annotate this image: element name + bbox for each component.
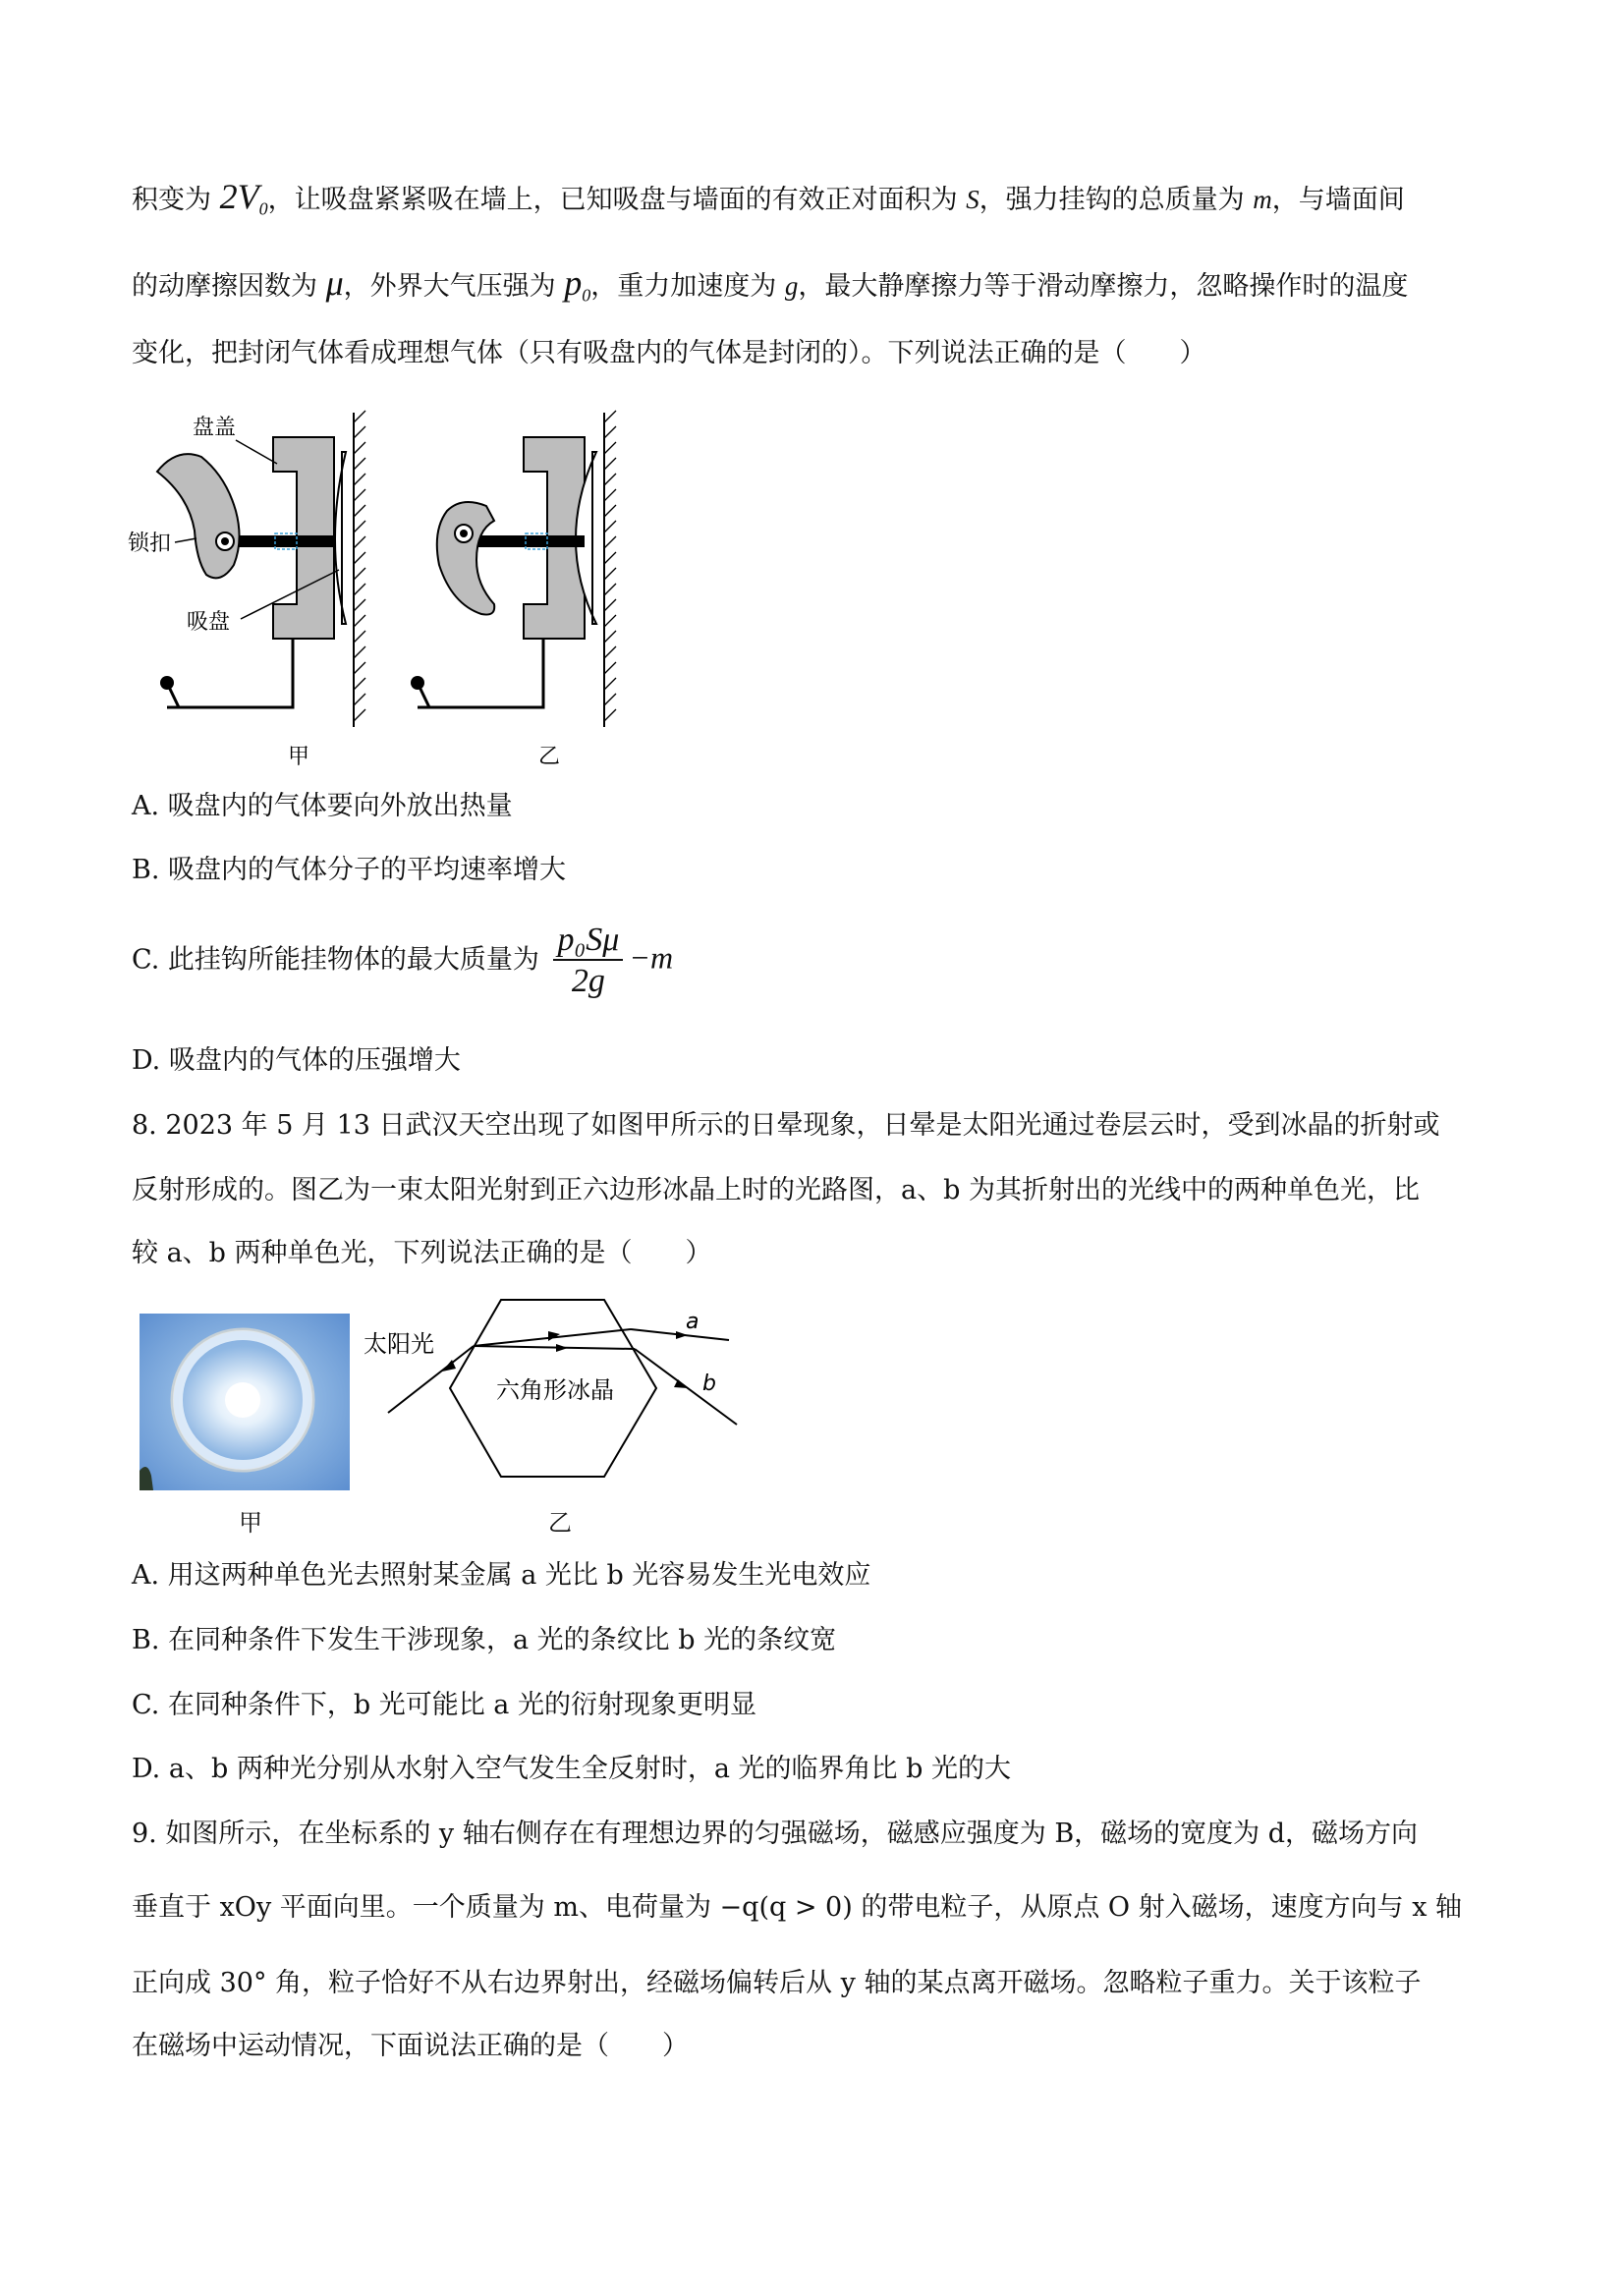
caption-jia-q8: 甲: [239, 1509, 262, 1537]
q7-volume-subscript: 0: [258, 198, 268, 219]
q7-option-c: [132, 924, 673, 998]
q7-option-d: D. 吸盘内的气体的压强增大: [132, 1045, 461, 1076]
q8-stem-line-3: 较 a、b 两种单色光，下列说法正确的是（ ）: [132, 1238, 712, 1268]
caption-yi-q7: 乙: [538, 745, 561, 769]
q9-stem-line-3: 正向成 30° 角，粒子恰好不从右边界射出，经磁场偏转后从 y 轴的某点离开磁场。忽略粒子重力。关于该粒子: [132, 1968, 1422, 1998]
q7-stem-line-2: [132, 265, 1408, 304]
q7-option-b: B. 吸盘内的气体分子的平均速率增大: [132, 855, 567, 885]
q7-option-a: A. 吸盘内的气体要向外放出热量: [132, 791, 513, 821]
q7-option-c-tail: −m: [629, 939, 674, 976]
q7-stem-2b: ，外界大气压强为: [343, 271, 565, 302]
q7-stem-1b: ，让吸盘紧紧吸在墙上，已知吸盘与墙面的有效正对面积为: [267, 185, 967, 215]
q7-stem-line-3: 变化，把封闭气体看成理想气体（只有吸盘内的气体是封闭的）。下列说法正确的是（ ）: [132, 338, 1206, 368]
q7-stem-2a: 的动摩擦因数为: [132, 271, 326, 302]
q7-mass-symbol: m: [1253, 185, 1272, 214]
q8-halo-photo: [140, 1314, 350, 1490]
caption-jia-q7: 甲: [288, 745, 310, 769]
label-hexagon-crystal: 六角形冰晶: [496, 1376, 614, 1404]
hook-left: [167, 639, 293, 707]
q8-stem-line-1: 8. 2023 年 5 月 13 日武汉天空出现了如图甲所示的日晕现象，日晕是太阳光通过卷层云时，受到冰晶的折射或: [132, 1110, 1440, 1141]
q7-pressure-subscript: 0: [582, 285, 591, 306]
rod-right: [476, 535, 585, 547]
label-ray-a: a: [686, 1310, 700, 1334]
q9-stem-line-1: 9. 如图所示，在坐标系的 y 轴右侧存在有理想边界的匀强磁场，磁感应强度为 B，磁场的宽度为 d，磁场方向: [132, 1819, 1419, 1849]
q9-stem-line-2: 垂直于 xOy 平面向里。一个质量为 m、电荷量为 −q(q > 0) 的带电粒子，从原点 O 射入磁场，速度方向与 x 轴: [132, 1892, 1463, 1923]
q7-option-c-text: C. 此挂钩所能挂物体的最大质量为: [132, 944, 539, 976]
label-sunlight: 太阳光: [364, 1330, 434, 1358]
q7-stem-2c: ，重力加速度为: [590, 271, 785, 302]
q7-suction-hook-figure: [128, 403, 658, 776]
q7-fraction-denominator: 2g: [571, 963, 605, 999]
q7-fraction-numerator: p₀Sμ: [553, 924, 623, 961]
q7-volume-symbol: 2V: [219, 177, 259, 216]
q8-option-d: D. a、b 两种光分别从水射入空气发生全反射时，a 光的临界角比 b 光的大: [132, 1754, 1011, 1784]
q8-stem-line-2: 反射形成的。图乙为一束太阳光射到正六边形冰晶上时的光路图，a、b 为其折射出的光线中的两种单色光，比: [132, 1175, 1420, 1205]
q8-option-b: B. 在同种条件下发生干涉现象，a 光的条纹比 b 光的条纹宽: [132, 1625, 837, 1655]
q7-pressure-symbol: p: [564, 263, 583, 303]
q7-stem-1c: ，强力挂钩的总质量为: [979, 185, 1254, 215]
label-cup: 吸盘: [187, 610, 231, 635]
label-ray-b: b: [702, 1372, 716, 1396]
q8-option-c: C. 在同种条件下，b 光可能比 a 光的衍射现象更明显: [132, 1690, 756, 1720]
q8-hexagon-diagram: [364, 1295, 756, 1511]
q7-area-symbol: S: [966, 185, 979, 214]
q7-g-symbol: g: [784, 271, 799, 301]
q7-option-c-fraction: [553, 924, 623, 998]
q7-stem-2d: ，最大静摩擦力等于滑动摩擦力，忽略操作时的温度: [798, 271, 1409, 302]
q8-option-a: A. 用这两种单色光去照射某金属 a 光比 b 光容易发生光电效应: [132, 1560, 871, 1591]
lock-left: [157, 454, 240, 578]
label-cover: 盘盖: [193, 416, 237, 440]
lock-right: [437, 502, 494, 615]
q7-stem-1a: 积变为: [132, 185, 220, 215]
label-lock: 锁扣: [128, 532, 172, 556]
q9-stem-line-4: 在磁场中运动情况，下面说法正确的是（ ）: [132, 2031, 689, 2061]
q7-stem-1d: ，与墙面间: [1271, 185, 1405, 215]
suction-cup-left: [335, 452, 346, 624]
caption-yi-q8: 乙: [548, 1509, 572, 1537]
wall-left: [354, 411, 365, 727]
q7-mu-symbol: μ: [325, 263, 344, 303]
q7-stem-line-1: [132, 179, 1405, 217]
